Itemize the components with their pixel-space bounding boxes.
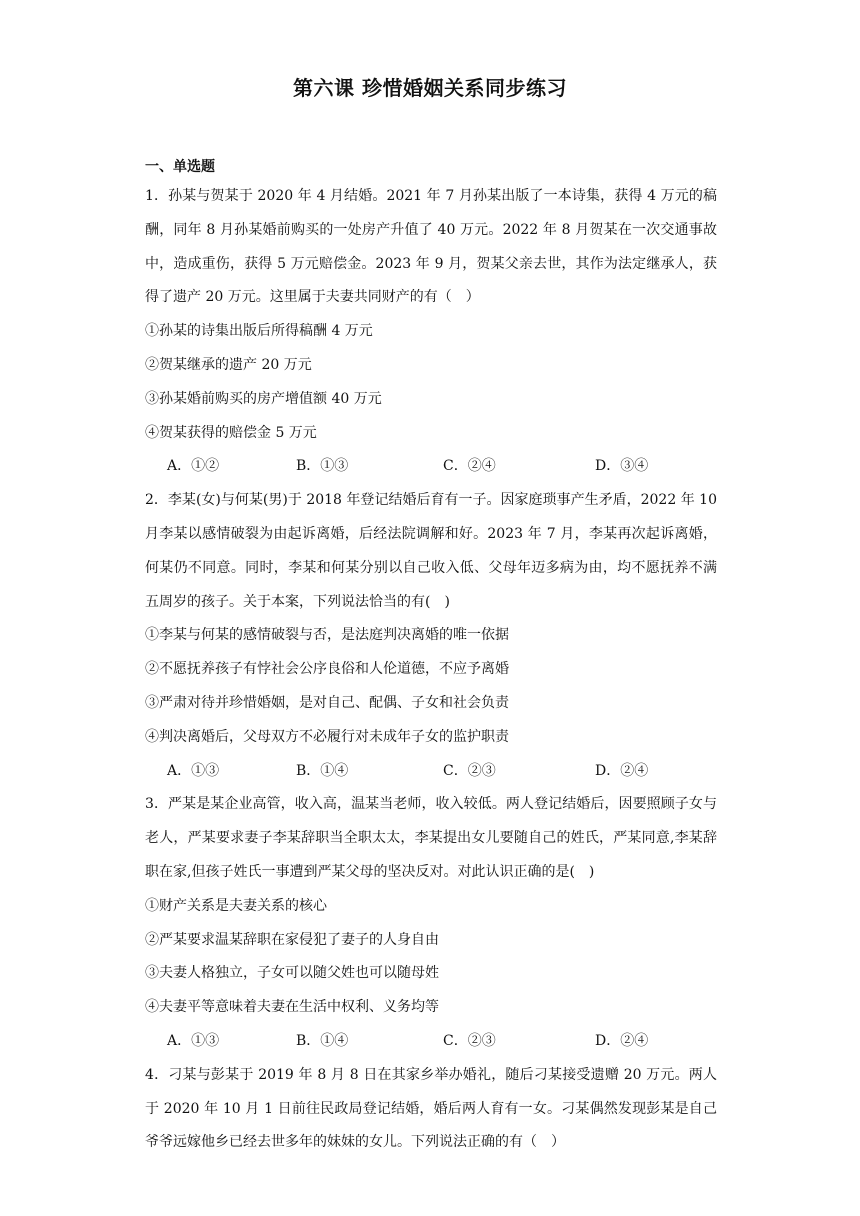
choice-c: C．②③ [443, 1032, 496, 1049]
question-4 [145, 1059, 717, 1160]
statement-option: ①财产关系是夫妻关系的核心 [145, 897, 327, 914]
statement-option: ③孙某婚前购买的房产增值额 40 万元 [145, 390, 382, 407]
statement-option: ②贺某继承的遗产 20 万元 [145, 356, 312, 373]
statement-option: ③严肃对待并珍惜婚姻，是对自己、配偶、子女和社会负责 [145, 694, 509, 711]
statement-option: ②严某要求温某辞职在家侵犯了妻子的人身自由 [145, 931, 439, 948]
answer-choices [145, 755, 717, 789]
question-stem: 1．孙某与贺某于 2020 年 4 月结婚。2021 年 7 月孙某出版了一本诗集，获得 4 万元的稿酬，同年 8 月孙某婚前购买的一处房产升值了 40 万元。2022 年 8 月贺某在一次交通事故中，造成重伤，获得 5 万元赔偿金。2023 年 9 月，贺某父亲去世，其作为法定继承人，获得了遗产 20 万元。这里属于夫妻共同财产的有（ ） [145, 188, 717, 306]
question-stem: 2．李某(女)与何某(男)于 2018 年登记结婚后育有一子。因家庭琐事产生矛盾，2022 年 10 月李某以感情破裂为由起诉离婚，后经法院调解和好。2023 年 7 月，李某再次起诉离婚，何某仍不同意。同时，李某和何某分别以自己收入低、父母年迈多病为由，均不愿抚养不满五周岁的孩子。关于本案，下列说法恰当的有( ) [145, 492, 717, 610]
question-3 [145, 788, 717, 1058]
section-heading: 一、单选题 [145, 159, 215, 175]
statement-option: ③夫妻人格独立，子女可以随父姓也可以随母姓 [145, 965, 439, 982]
choice-d: D．③④ [595, 458, 649, 475]
choice-a: A．①③ [167, 762, 220, 779]
question-list [145, 180, 717, 1160]
choice-c: C．②④ [443, 458, 496, 475]
page-title: 第六课 珍惜婚姻关系同步练习 [293, 76, 567, 100]
question-1 [145, 180, 717, 484]
answer-choices [145, 450, 717, 484]
question-stem: 4．刁某与彭某于 2019 年 8 月 8 日在其家乡举办婚礼，随后刁某接受遗赠 20 万元。两人于 2020 年 10 月 1 日前往民政局登记结婚，婚后两人育有一女。刁某偶然发现彭某是自己爷爷远嫁他乡已经去世多年的妹妹的女儿。下列说法正确的有（ ） [145, 1066, 717, 1151]
statement-option: ④夫妻平等意味着夫妻在生活中权利、义务均等 [145, 999, 439, 1016]
statement-option: ②不愿抚养孩子有悖社会公序良俗和人伦道德，不应予离婚 [145, 661, 509, 678]
statement-option: ①孙某的诗集出版后所得稿酬 4 万元 [145, 323, 373, 340]
question-2 [145, 484, 717, 788]
statement-option: ④贺某获得的赔偿金 5 万元 [145, 424, 317, 441]
statement-option: ④判决离婚后，父母双方不必履行对未成年子女的监护职责 [145, 728, 509, 745]
choice-d: D．②④ [595, 1032, 649, 1049]
choice-a: A．①③ [167, 1032, 220, 1049]
statement-option: ①李某与何某的感情破裂与否，是法庭判决离婚的唯一依据 [145, 627, 509, 644]
choice-b: B．①④ [296, 762, 349, 779]
choice-b: B．①④ [296, 1032, 349, 1049]
answer-choices [145, 1025, 717, 1059]
question-stem: 3．严某是某企业高管，收入高，温某当老师，收入较低。两人登记结婚后，因要照顾子女与老人，严某要求妻子李某辞职当全职太太，李某提出女儿要随自己的姓氏，严某同意,李某辞职在家,但孩子姓氏一事遭到严某父母的坚决反对。对此认识正确的是( ) [145, 796, 717, 880]
choice-a: A．①② [167, 458, 220, 475]
choice-c: C．②③ [443, 762, 496, 779]
choice-b: B．①③ [296, 458, 349, 475]
choice-d: D．②④ [595, 762, 649, 779]
